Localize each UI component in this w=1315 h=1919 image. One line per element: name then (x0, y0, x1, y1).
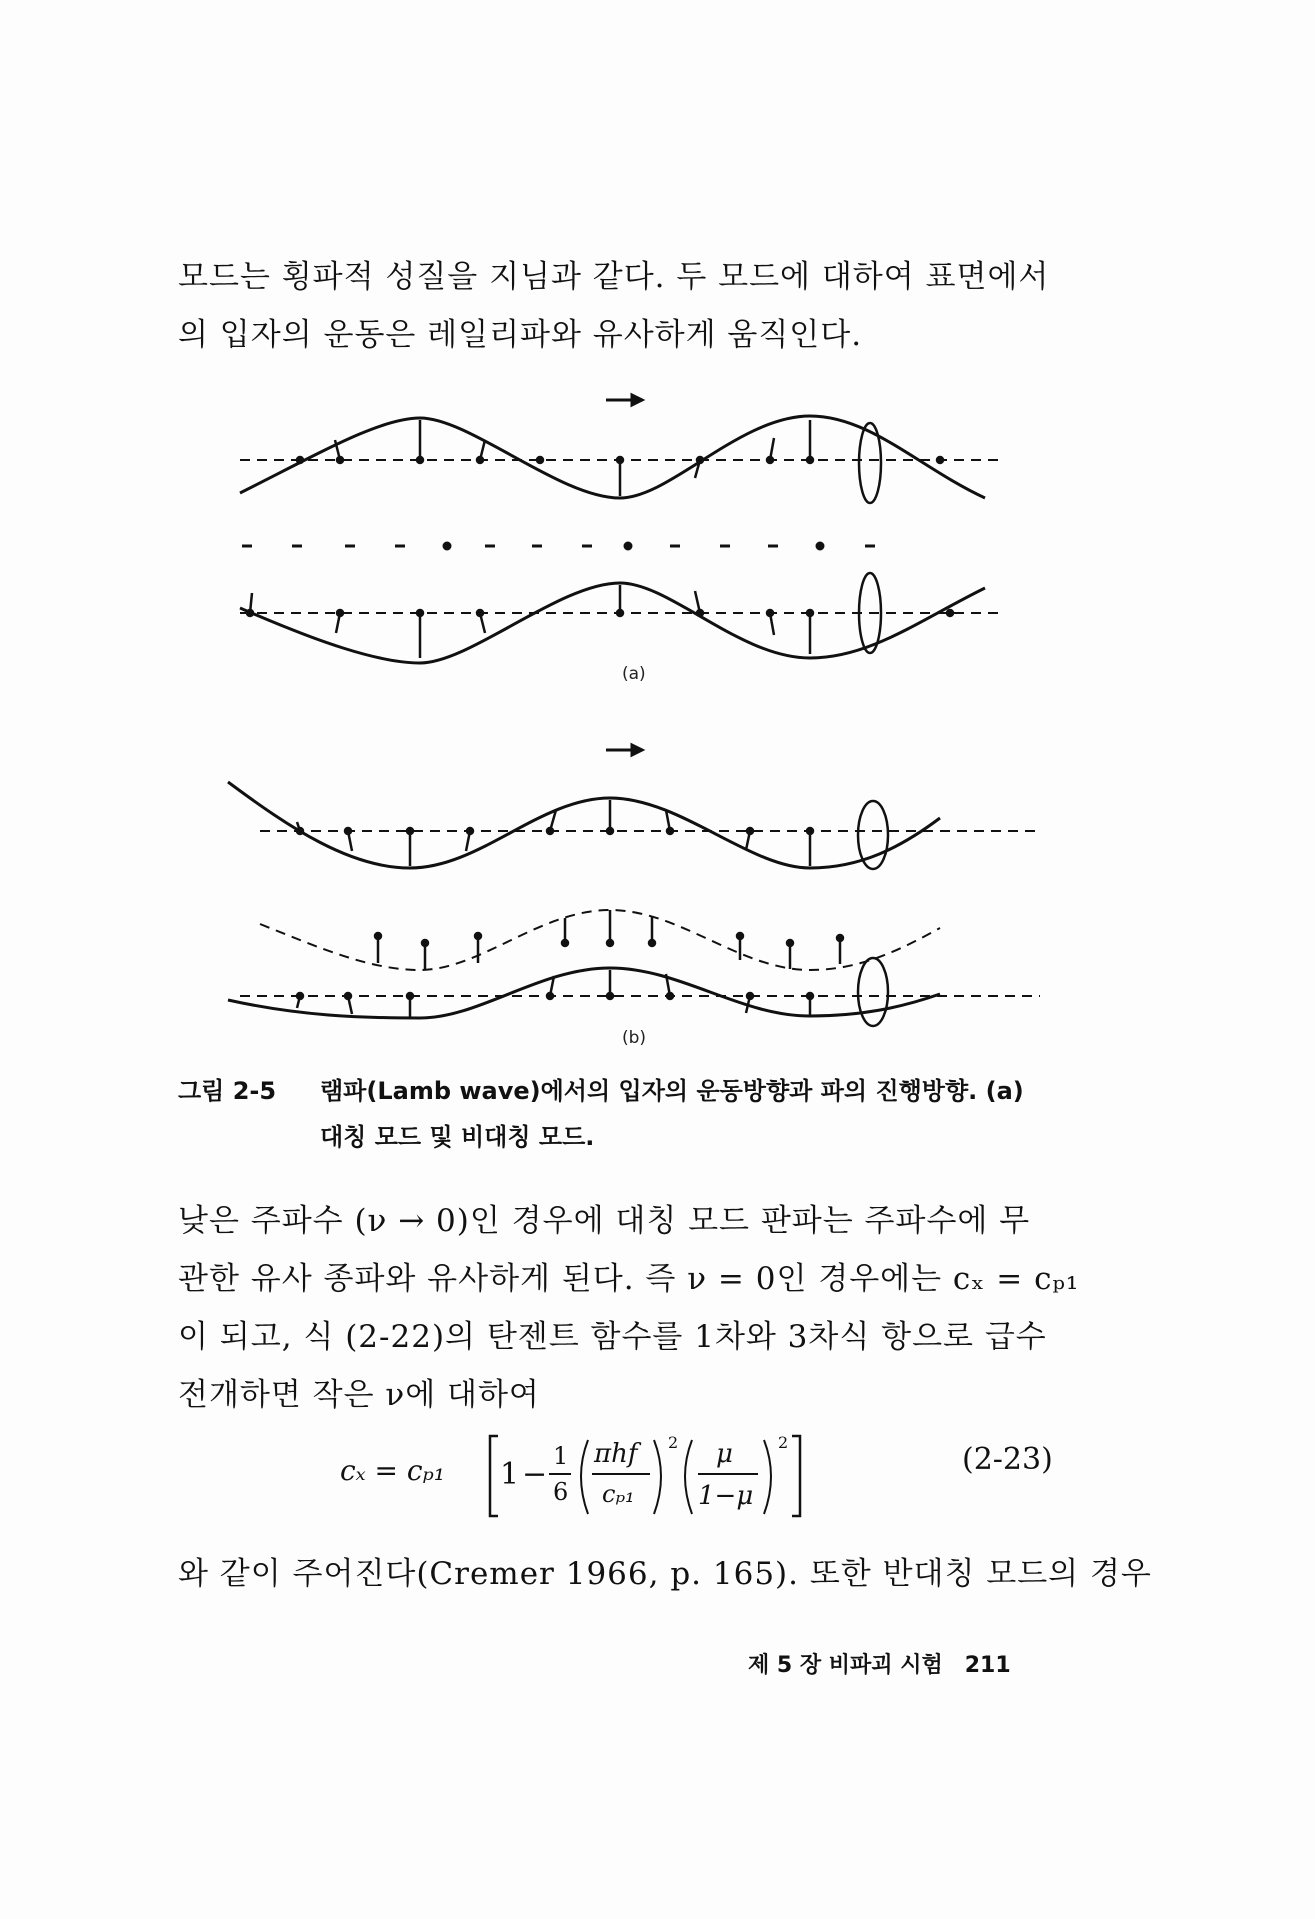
figure-b-antisymmetric-mode (180, 738, 1080, 1068)
body-line-3: 이 되고, 식 (2-22)의 탄젠트 함수를 1차와 3차식 항으로 급수 (178, 1319, 1047, 1355)
propagation-arrow-b (606, 745, 642, 755)
intro-line-1: 모드는 횡파적 성질을 지님과 같다. 두 모드에 대하여 표면에서 (178, 259, 1050, 295)
eq-one: 1 (500, 1457, 520, 1492)
figure-label-a: (a) (622, 664, 646, 684)
body-line-1: 낮은 주파수 (ν → 0)인 경우에 대칭 모드 판파는 주파수에 무 (178, 1203, 1031, 1239)
upper-particle-marks-b (297, 800, 813, 866)
eq-paren-close-1 (654, 1440, 661, 1514)
mid-plane-particles-b (375, 910, 843, 970)
lower-surface-wave-b (228, 968, 940, 1018)
figure-caption-number: 그림 2-5 (178, 1077, 277, 1105)
eq-paren-open-1 (581, 1440, 588, 1514)
lower-particle-marks-a (247, 585, 953, 658)
figure-caption (178, 1068, 1078, 1160)
footer-chapter: 제 5 장 비파괴 시험 (748, 1653, 943, 1678)
intro-paragraph (178, 248, 1078, 364)
eq-exp-2: 2 (778, 1433, 789, 1452)
closing-line: 와 같이 주어진다(Cremer 1966, p. 165). 또한 반대칭 모드의 경우 (178, 1556, 1152, 1592)
upper-particle-marks-a (297, 420, 943, 496)
eq-frac3-num: μ (716, 1439, 733, 1469)
upper-surface-wave-b (228, 782, 940, 868)
intro-line-2: 의 입자의 운동은 레일리파와 유사하게 움직인다. (178, 317, 863, 353)
figure-label-b: (b) (622, 1028, 647, 1048)
eq-minus: − (522, 1457, 548, 1492)
figure-caption-line-2: 대칭 모드 및 비대칭 모드. (320, 1123, 595, 1151)
lower-particle-marks-b (297, 970, 813, 1018)
eq-frac2-den: cₚ₁ (602, 1480, 635, 1508)
particle-orbit-ellipse-upper-b (858, 801, 888, 869)
page-footer (748, 1648, 1011, 1679)
equation-2-23 (340, 1418, 1060, 1528)
eq-frac1-den: 6 (553, 1478, 569, 1506)
body-line-2: 관한 유사 종파와 유사하게 된다. 즉 ν = 0인 경우에는 cₓ = cₚ₁ (178, 1261, 1080, 1297)
eq-paren-close-2 (764, 1440, 771, 1514)
body-paragraph (178, 1192, 1078, 1424)
eq-paren-open-2 (685, 1440, 692, 1514)
eq-right-bracket (792, 1436, 800, 1516)
page-number: 211 (964, 1653, 1011, 1678)
eq-lhs: cₓ = cₚ₁ (340, 1454, 445, 1487)
eq-frac2-num: πhf (594, 1439, 638, 1469)
eq-left-bracket (490, 1436, 498, 1516)
particle-orbit-ellipse-lower-b (858, 958, 888, 1026)
upper-surface-wave-a (240, 416, 985, 498)
figure-caption-line-1: 램파(Lamb wave)에서의 입자의 운동방향과 파의 진행방향. (a) (320, 1077, 1024, 1105)
eq-frac1-num: 1 (553, 1442, 569, 1470)
body-line-4: 전개하면 작은 ν에 대하여 (178, 1377, 540, 1413)
eq-exp-1: 2 (668, 1433, 679, 1452)
eq-frac3-den: 1−μ (698, 1481, 754, 1511)
mid-plane-particles-a (242, 543, 875, 549)
particle-orbit-ellipse-upper-a (859, 423, 881, 503)
propagation-arrow-a (606, 395, 642, 405)
equation-number: (2-23) (962, 1442, 1053, 1477)
